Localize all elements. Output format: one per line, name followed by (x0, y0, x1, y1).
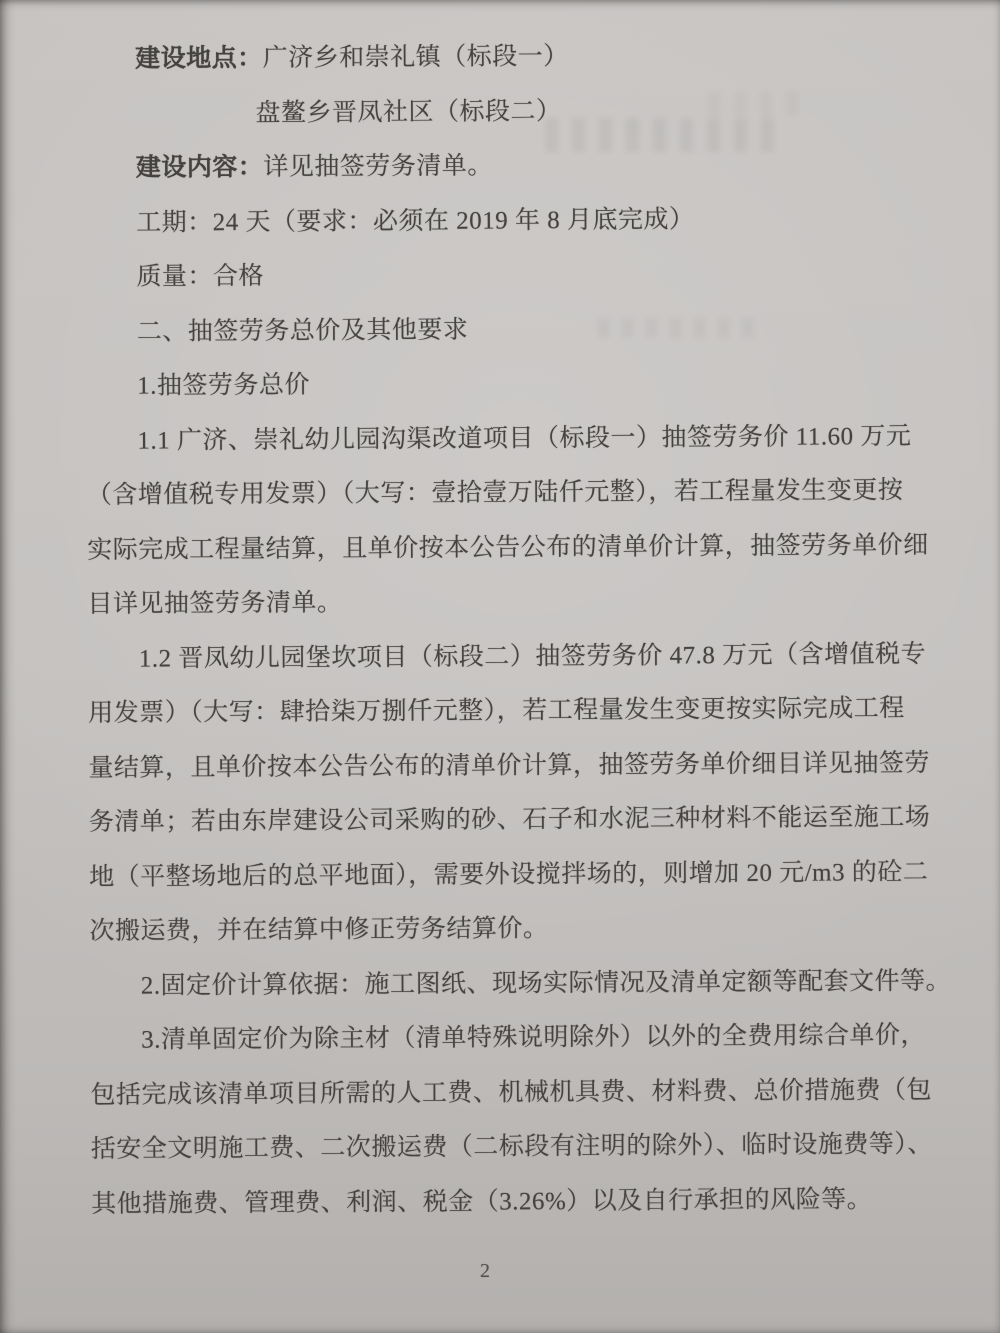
page-number: 2 (480, 1260, 490, 1282)
line-text: 量结算，且单价按本公告公布的清单价计算，抽签劳务单价细目详见抽签劳 (88, 749, 931, 782)
line-text: 次搬运费，并在结算中修正劳务结算价。 (89, 915, 549, 946)
line-text: 地（平整场地后的总平地面），需要外设搅拌场的，则增加 20 元/m3 的砼二 (89, 858, 929, 891)
field-label: 建设内容： (135, 154, 264, 182)
text-line (91, 1169, 936, 1229)
line-text: 2.固定价计算依据：施工图纸、现场实际情况及清单定额等配套文件等。 (140, 967, 952, 1000)
line-text: 包括完成该清单项目所需的人工费、机械机具费、材料费、总价措施费（包 (90, 1076, 933, 1109)
text-line (90, 1060, 935, 1120)
line-text: 广济乡和崇礼镇（标段一） (262, 43, 569, 73)
text-line (86, 406, 931, 466)
text-line (84, 79, 929, 139)
line-text: 括安全文明施工费、二次搬运费（二标段有注明的除外）、临时设施费等）、 (90, 1131, 933, 1164)
line-text: 盘鳌乡晋凤社区（标段二） (255, 97, 562, 127)
field-label: 建设地点： (135, 45, 263, 73)
line-text: 工期：24 天（要求：必须在 2019 年 8 月底完成） (136, 206, 695, 237)
text-line (90, 1006, 935, 1066)
text-line (86, 352, 931, 412)
line-text: 详见抽签劳务清单。 (263, 152, 493, 182)
text-line (87, 461, 932, 521)
text-line (87, 570, 932, 630)
line-text: （含增值税专用发票）（大写：壹拾壹万陆仟元整），若工程量发生变更按 (86, 477, 904, 510)
text-line (89, 788, 934, 848)
line-text: 1.1 广济、崇礼幼儿园沟渠改道项目（标段一）抽签劳务价 11.60 万元 (137, 422, 912, 455)
text-line (89, 897, 934, 957)
text-line (84, 25, 929, 85)
text-line (87, 515, 932, 575)
line-text: 1.2 晋凤幼儿园堡坎项目（标段二）抽签劳务价 47.8 万元（含增值税专 (138, 640, 927, 673)
text-line (86, 297, 931, 357)
line-text: 1.抽签劳务总价 (137, 371, 311, 400)
line-text: 质量：合格 (136, 263, 265, 291)
text-line (89, 842, 934, 902)
line-text: 二、抽签劳务总价及其他要求 (136, 316, 469, 346)
text-line (88, 679, 933, 739)
text-line (88, 624, 933, 684)
text-line (85, 188, 930, 248)
text-line (91, 1115, 936, 1175)
text-line (85, 243, 930, 303)
line-text: 其他措施费、管理费、利润、税金（3.26%）以及自行承担的风险等。 (91, 1185, 873, 1218)
line-text: 用发票）（大写：肆拾柒万捌仟元整），若工程量发生变更按实际完成工程 (88, 695, 905, 728)
text-line (88, 733, 933, 793)
text-line (90, 951, 952, 1011)
document-text (84, 25, 952, 1229)
line-text: 务清单；若由东岸建设公司采购的砂、石子和水泥三种材料不能运至施工场 (88, 804, 931, 837)
line-text: 实际完成工程量结算，且单价按本公告公布的清单价计算，抽签劳务单价细 (87, 531, 929, 564)
line-text: 目详见抽签劳务清单。 (87, 589, 343, 619)
line-text: 3.清单固定价为除主材（清单特殊说明除外）以外的全费用综合单价， (141, 1022, 927, 1054)
text-line (85, 134, 930, 194)
